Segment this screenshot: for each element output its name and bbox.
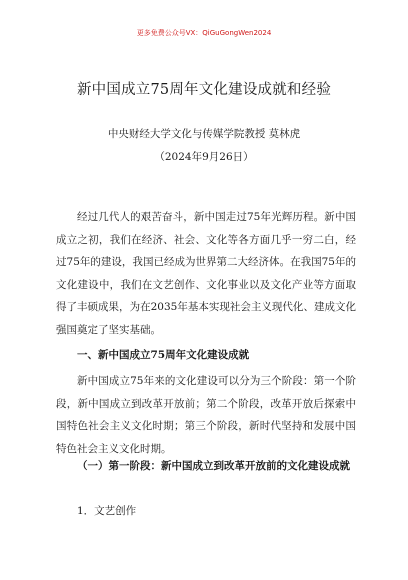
section-paragraph: 新中国成立75年来的文化建设可以分为三个阶段：第一个阶段，新中国成立到改革开放前；第二个阶段，改革开放后探索中国特色社会主义文化时期；第三个阶段，新时代坚持和发展中国特色社会主义文化时期。 — [56, 375, 356, 455]
subsection-heading: （一）第一阶段：新中国成立到改革开放前的文化建设成就 — [77, 460, 350, 472]
author-line: 中央财经大学文化与传媒学院教授 莫林虎 — [107, 128, 301, 140]
watermark-banner: 更多免费公众号VX：QiGuGongWen2024 — [136, 29, 272, 37]
intro-paragraph: 经过几代人的艰苦奋斗，新中国走过75年光辉历程。新中国成立之初，我们在经济、社会、文化等各方面几乎一穷二白，经过75年的建设，我国已经成为世界第二大经济体。在我国75年的文化建设中，我们在文艺创作、文化事业以及文化产业等方面取得了丰硕成果，为在2035年基本实现社会主义现代化、建成文化强国奠定了坚实基础。 — [56, 211, 356, 336]
date-line: （2024年9月26日） — [154, 151, 254, 163]
list-item-heading: 1．文艺创作 — [77, 505, 137, 517]
section-heading: 一、新中国成立75周年文化建设成就 — [77, 349, 250, 361]
document-title: 新中国成立75周年文化建设成就和经验 — [76, 82, 332, 98]
